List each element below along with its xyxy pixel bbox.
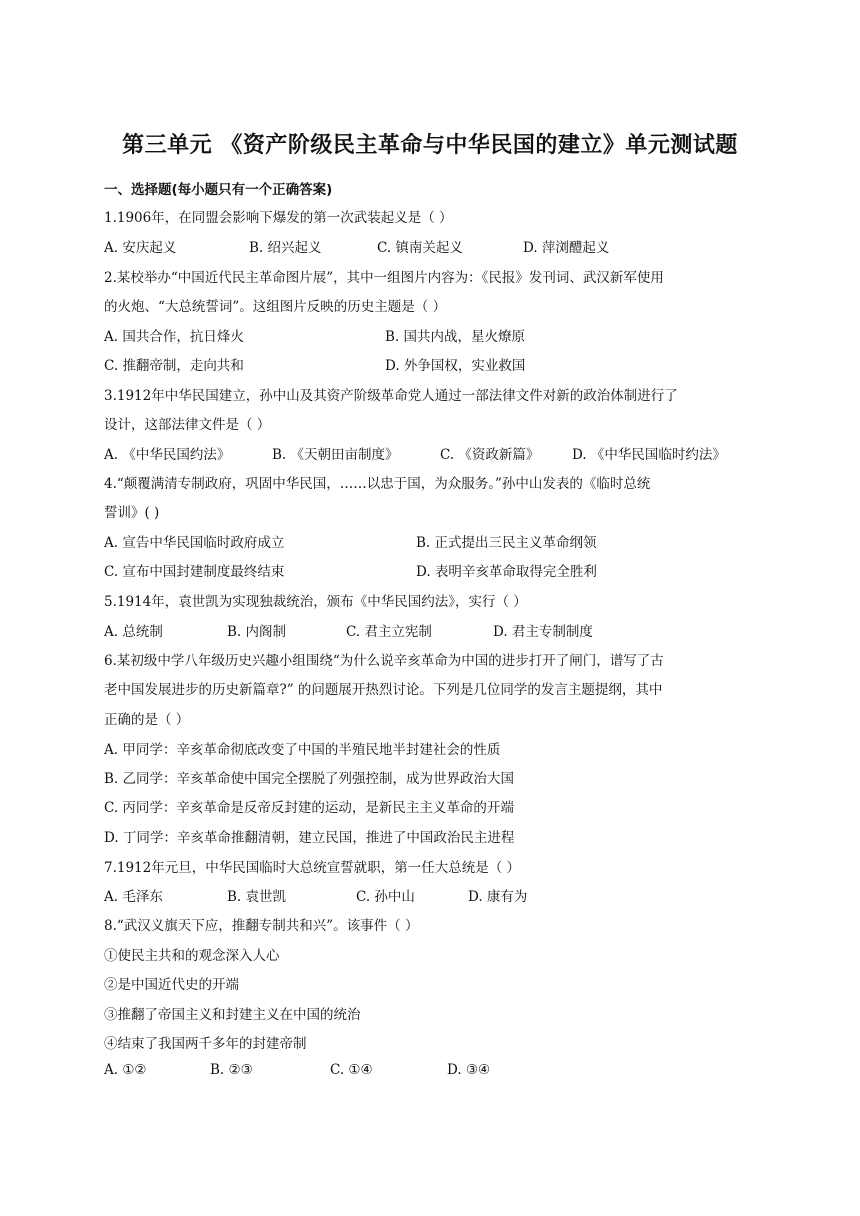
question-4-stem-line-2: 誓训》( ) xyxy=(104,505,160,521)
question-2-option-d: D. 外争国权，实业救国 xyxy=(385,358,526,374)
question-1-stem: 1.1906年，在同盟会影响下爆发的第一次武装起义是（ ） xyxy=(104,210,453,226)
question-2-option-c: C. 推翻帝制，走向共和 xyxy=(104,358,244,374)
question-3-option-a: A. 《中华民国约法》 xyxy=(104,447,231,463)
question-4-option-c: C. 宣布中国封建制度最终结束 xyxy=(104,564,285,580)
question-4-option-b: B. 正式提出三民主义革命纲领 xyxy=(416,535,597,551)
question-7-option-a: A. 毛泽东 xyxy=(104,889,163,905)
question-8-option-c: C. ①④ xyxy=(330,1062,373,1078)
question-1-option-b: B. 绍兴起义 xyxy=(249,240,322,256)
question-3-stem-line-1: 3.1912年中华民国建立，孙中山及其资产阶级革命党人通过一部法律文件对新的政治体制进行了 xyxy=(104,388,678,404)
question-8-option-b: B. ②③ xyxy=(210,1062,253,1078)
question-4-option-d: D. 表明辛亥革命取得完全胜利 xyxy=(416,564,597,580)
question-8-statement-4: ④结束了我国两千多年的封建帝制 xyxy=(104,1036,307,1052)
question-7-option-b: B. 袁世凯 xyxy=(227,889,287,905)
question-7-stem: 7.1912年元旦，中华民国临时大总统宣誓就职，第一任大总统是（ ） xyxy=(104,860,521,876)
question-2-option-b: B. 国共内战，星火燎原 xyxy=(385,329,526,345)
question-7-option-c: C. 孙中山 xyxy=(356,889,415,905)
question-8-stem: 8.“武汉义旗天下应，推翻专制共和兴”。该事件（ ） xyxy=(104,918,419,934)
question-6-stem-line-2: 老中国发展进步的历史新篇章?” 的问题展开热烈讨论。下列是几位同学的发言主题提纲，其中 xyxy=(104,682,663,698)
question-6-option-d: D. 丁同学：辛亥革命推翻清朝，建立民国，推进了中国政治民主进程 xyxy=(104,830,515,846)
question-2-stem-line-1: 2.某校举办“中国近代民主革命图片展”，其中一组图片内容为：《民报》发刊词、武汉新军使用 xyxy=(104,270,664,286)
question-4-option-a: A. 宣告中华民国临时政府成立 xyxy=(104,535,285,551)
question-8-option-a: A. ①② xyxy=(104,1062,147,1078)
question-1-option-a: A. 安庆起义 xyxy=(104,240,177,256)
question-6-stem-line-1: 6.某初级中学八年级历史兴趣小组围绕“为什么说辛亥革命为中国的进步打开了闸门，谱写了古 xyxy=(104,653,664,669)
question-1-option-c: C. 镇南关起义 xyxy=(377,240,463,256)
question-3-option-d: D. 《中华民国临时约法》 xyxy=(572,447,726,463)
question-5-option-c: C. 君主立宪制 xyxy=(346,624,432,640)
question-2-stem-line-2: 的火炮、“大总统誓词”。这组图片反映的历史主题是（ ） xyxy=(104,299,447,315)
question-8-statement-3: ③推翻了帝国主义和封建主义在中国的统治 xyxy=(104,1007,361,1023)
question-6-option-b: B. 乙同学：辛亥革命使中国完全摆脱了列强控制，成为世界政治大国 xyxy=(104,771,515,787)
question-5-stem: 5.1914年，袁世凯为实现独裁统治，颁布《中华民国约法》，实行（ ） xyxy=(104,594,527,610)
question-3-option-c: C. 《资政新篇》 xyxy=(440,447,540,463)
question-6-stem-line-3: 正确的是（ ） xyxy=(104,712,190,728)
question-6-option-c: C. 丙同学：辛亥革命是反帝反封建的运动，是新民主主义革命的开端 xyxy=(104,800,514,816)
question-3-stem-line-2: 设计，这部法律文件是（ ） xyxy=(104,417,271,433)
question-8-option-d: D. ③④ xyxy=(447,1062,491,1078)
question-5-option-a: A. 总统制 xyxy=(104,624,163,640)
question-5-option-d: D. 君主专制制度 xyxy=(493,624,593,640)
question-1-option-d: D. 萍浏醴起义 xyxy=(523,240,610,256)
question-7-option-d: D. 康有为 xyxy=(468,889,528,905)
question-4-stem-line-1: 4.“颠覆满清专制政府，巩固中华民国，……以忠于国，为众服务。”孙中山发表的《临时总统 xyxy=(104,476,651,492)
question-5-option-b: B. 内阁制 xyxy=(227,624,287,640)
question-8-statement-2: ②是中国近代史的开端 xyxy=(104,977,239,993)
section-heading: 一、选择题(每小题只有一个正确答案) xyxy=(104,182,333,198)
question-6-option-a: A. 甲同学：辛亥革命彻底改变了中国的半殖民地半封建社会的性质 xyxy=(104,742,501,758)
question-8-statement-1: ①使民主共和的观念深入人心 xyxy=(104,948,280,964)
question-2-option-a: A. 国共合作，抗日烽火 xyxy=(104,329,244,345)
question-3-option-b: B. 《天朝田亩制度》 xyxy=(272,447,399,463)
page-title: 第三单元 《资产阶级民主革命与中华民国的建立》单元测试题 xyxy=(122,133,738,158)
